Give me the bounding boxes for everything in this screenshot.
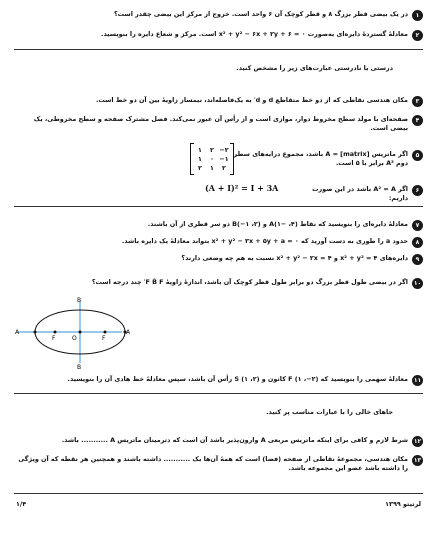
question-text: اگر ماتریس A = [matrix] باشد، مجموع درایه‌های سطر دوم A³ برابر با ۵ است. [233, 150, 408, 167]
section-heading-fill-blank: جاهای خالی را با عبارات مناسب پر کنید. [266, 408, 393, 416]
question-8 [14, 237, 423, 246]
focus-left [54, 331, 57, 334]
label-A-left: A [15, 329, 20, 336]
question-number: ۲ [412, 30, 423, 41]
question-6 [300, 185, 423, 203]
question-7 [14, 220, 423, 229]
matrix-grid [194, 146, 230, 172]
question-text: معادلهٔ سهمی را بنویسید که (۲−، ۱) F کانون و (۲، ۱) S رأس آن باشد، سپس معادلهٔ خط هادی آن را بنویسید. [67, 375, 408, 383]
matrix-cell: ۲ [210, 146, 214, 154]
question-number: ۵ [412, 150, 423, 161]
question-5 [230, 150, 423, 168]
question-number: ۱ [412, 10, 423, 21]
label-F-right: F [102, 335, 106, 342]
question-text: معادلهٔ دایره‌ای را بنویسید که نقاط (۴، −۱)A و (۲، ۱−)B دو سر قطری از آن باشند. [147, 220, 408, 228]
question-number: ۷ [412, 220, 423, 231]
question-3 [14, 96, 423, 105]
question-number: ۴ [412, 115, 423, 126]
question-4 [14, 115, 423, 133]
matrix-cell: ۲ [198, 164, 202, 172]
question-text: مکان هندسی، مجموعهٔ نقاطی از صفحه (فضا) است که همهٔ آن‌ها یک ........... داشته باشند و همچنین هر نقطه که آن ویژگی را داشته باشد عضو این مجموعه باشد. [18, 455, 408, 472]
page-number: ۱/۴ [16, 500, 27, 508]
label-O: O [72, 335, 77, 342]
divider [14, 206, 423, 207]
label-B-bottom: B [77, 364, 82, 370]
label-B-top: B [77, 297, 82, 304]
matrix-cell: ۲ [222, 164, 226, 172]
question-text: در یک بیضی قطر بزرگ ۸ و قطر کوچک آن ۶ واحد است. خروج از مرکز این بیضی چقدر است؟ [113, 10, 408, 18]
question-number: ۸ [412, 237, 423, 248]
matrix-cell: −۱ [219, 155, 229, 163]
matrix-A [190, 143, 234, 175]
vertex-left [34, 331, 37, 334]
question-text: معادلهٔ گستردهٔ دایره‌ای به‌صورت x² + y² − ۶x + ۲y + ۶ = ۰ است. مرکز و شعاع دایره را بنویسید. [101, 30, 408, 38]
question-number: ۱۰ [413, 280, 422, 287]
question-13 [14, 455, 423, 473]
label-F-left: F [52, 335, 56, 342]
question-text: اگر در بیضی طول قطر بزرگ دو برابر طول قطر کوچک آن باشد، اندازهٔ زاویهٔ F B̂ F′ چند درجه است؟ [91, 278, 408, 286]
formula: (A + I)² = I + 3A [205, 183, 279, 193]
section-heading-true-false: درستی یا نادرستی عبارت‌های زیر را مشخص کنید. [236, 64, 393, 72]
question-1 [14, 10, 423, 19]
question-text: شرط لازم و کافی برای اینکه ماتریس مربعی A وارون‌پذیر باشد آن است که دترمینان ماتریس A ........... باشد. [61, 436, 408, 444]
divider [14, 49, 423, 50]
question-number: ۱۳ [413, 457, 422, 464]
matrix-cell: ۱ [198, 146, 202, 154]
matrix-cell: −۲ [219, 146, 229, 154]
matrix-cell: ۱ [198, 155, 202, 163]
question-number: ۳ [412, 96, 423, 107]
question-number: ۱۲ [413, 438, 422, 445]
question-text: مکان هندسی نقاطی که از دو خط متقاطع d و d′ به یک‌فاصله‌اند، نیمساز زاویهٔ بین آن دو خط است. [95, 96, 408, 104]
question-2 [14, 30, 423, 39]
divider [14, 393, 423, 394]
question-number: ۱۱ [413, 377, 422, 384]
matrix-bracket-right [230, 143, 234, 175]
question-text: صفحه‌ای با مولد سطح مخروط دوار، موازی است و از رأس آن عبور نمی‌کند. فصل مشترک صفحه و سطح مخروطی، یک بیضی است. [33, 115, 408, 132]
question-9 [14, 254, 423, 263]
question-11 [14, 375, 423, 384]
matrix-cell: ۰ [210, 155, 214, 163]
question-10 [14, 278, 423, 287]
label-A-right: A [126, 329, 130, 336]
question-text: اگر A² = A باشد در این صورت داریم: [312, 185, 408, 202]
question-12 [14, 436, 423, 445]
focus-right [104, 331, 107, 334]
question-text: حدود a را طوری به دست آورید که x² + y² − ۳x + ۵y + a = ۰ بتواند معادلهٔ یک دایره باشد. [121, 237, 408, 245]
question-number: ۶ [412, 185, 423, 196]
footer-label: لرتیتو ۱۳۹۹ [385, 500, 421, 508]
footer-divider [14, 493, 423, 494]
question-text: دایره‌های x² + y² = ۴ و x² + y² − ۲x = ۴ نسبت به هم چه وضعی دارند؟ [181, 254, 408, 262]
center-point [79, 331, 82, 334]
question-number: ۹ [412, 254, 423, 265]
matrix-cell: ۱ [210, 164, 214, 172]
ellipse-figure [15, 295, 130, 370]
